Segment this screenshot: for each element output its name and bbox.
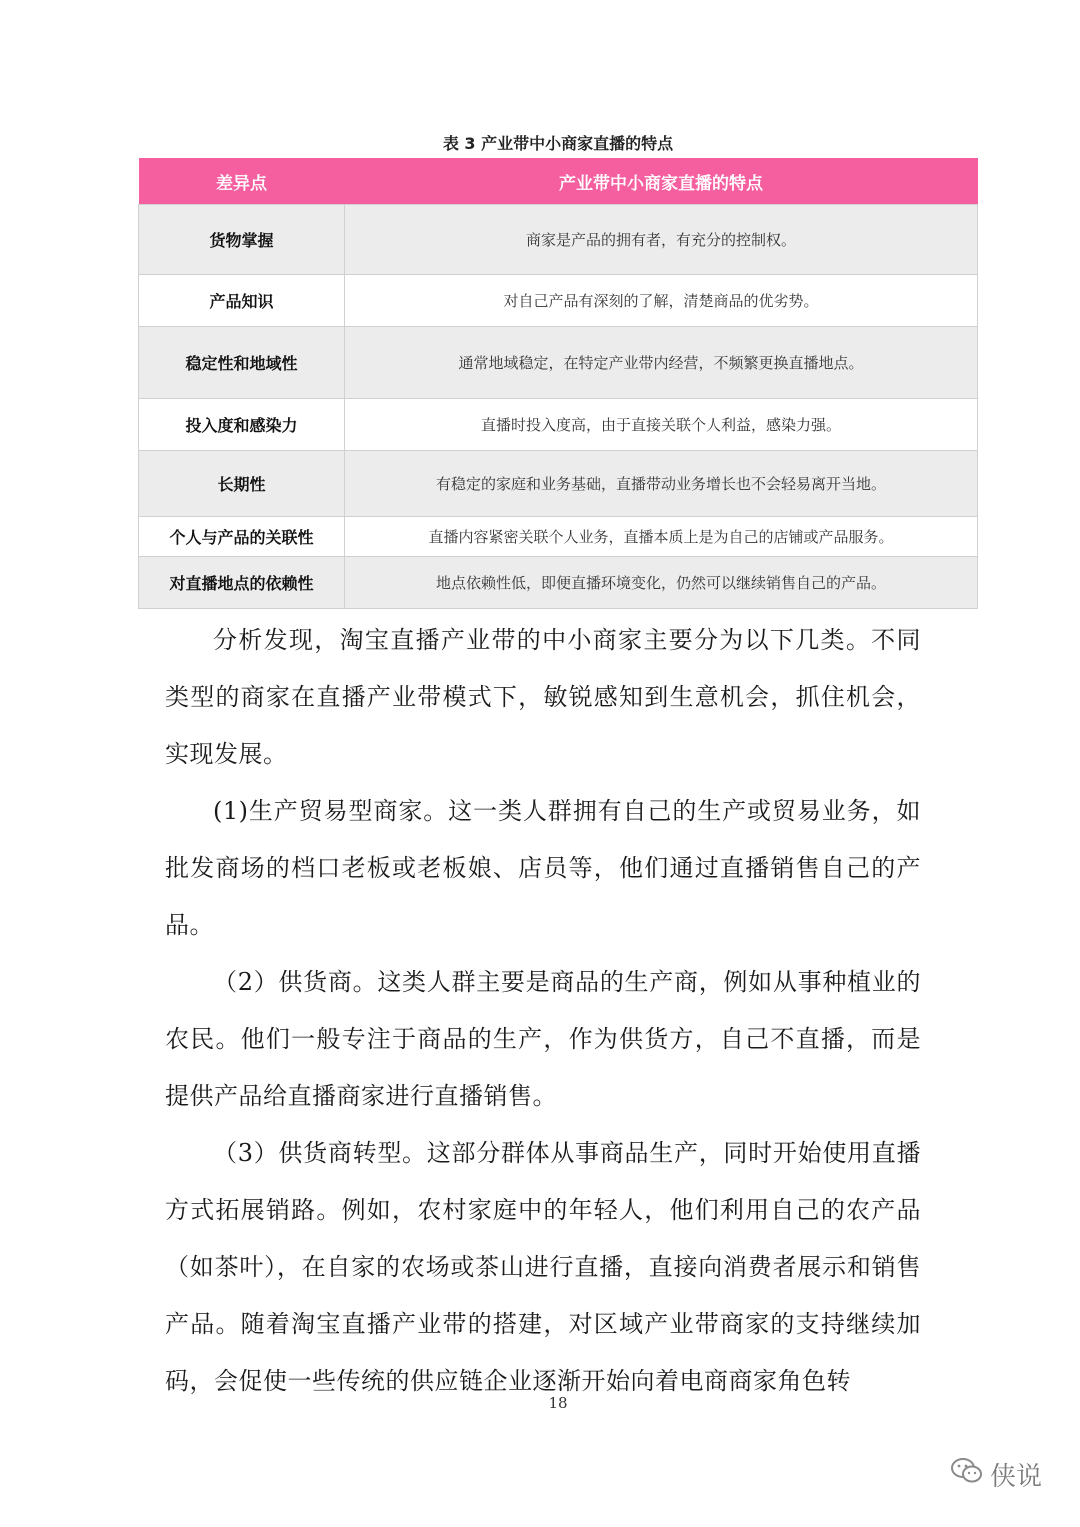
row-value: 有稳定的家庭和业务基础，直播带动业务增长也不会轻易离开当地。 <box>345 451 978 517</box>
table-caption: 表 3 产业带中小商家直播的特点 <box>442 134 674 153</box>
page-number: 18 <box>548 1394 568 1412</box>
table-row <box>139 399 978 451</box>
paragraph: 分析发现，淘宝直播产业带的中小商家主要分为以下几类。不同类型的商家在直播产业带模式下，敏锐感知到生意机会，抓住机会，实现发展。 <box>165 626 921 768</box>
paragraph: (1)生产贸易型商家。这一类人群拥有自己的生产或贸易业务，如批发商场的档口老板或老板娘、店员等，他们通过直播销售自己的产品。 <box>165 797 921 939</box>
row-key: 稳定性和地域性 <box>139 327 345 399</box>
table-row <box>139 557 978 609</box>
row-value: 商家是产品的拥有者，有充分的控制权。 <box>345 205 978 275</box>
paragraph: （2）供货商。这类人群主要是商品的生产商，例如从事种植业的农民。他们一般专注于商品的生产，作为供货方，自己不直播，而是提供产品给直播商家进行直播销售。 <box>165 968 921 1110</box>
row-key: 个人与产品的关联性 <box>139 517 345 557</box>
header-features: 产业带中小商家直播的特点 <box>345 158 978 205</box>
row-value: 直播时投入度高，由于直接关联个人利益，感染力强。 <box>345 399 978 451</box>
watermark <box>950 1456 1042 1493</box>
table-row <box>139 327 978 399</box>
watermark-text: 侠说 <box>990 1462 1043 1492</box>
row-key: 产品知识 <box>139 275 345 327</box>
table-row <box>139 275 978 327</box>
table-row <box>139 451 978 517</box>
header-difference: 差异点 <box>139 158 345 205</box>
table-row <box>139 205 978 275</box>
body-text <box>165 612 921 1410</box>
row-key: 货物掌握 <box>139 205 345 275</box>
row-value: 直播内容紧密关联个人业务，直播本质上是为自己的店铺或产品服务。 <box>345 517 978 557</box>
row-key: 长期性 <box>139 451 345 517</box>
table-header-row <box>139 158 978 205</box>
row-key: 对直播地点的依赖性 <box>139 557 345 609</box>
row-value: 对自己产品有深刻的了解，清楚商品的优劣势。 <box>345 275 978 327</box>
features-table <box>138 158 978 609</box>
row-value: 通常地域稳定，在特定产业带内经营，不频繁更换直播地点。 <box>345 327 978 399</box>
paragraph: （3）供货商转型。这部分群体从事商品生产，同时开始使用直播方式拓展销路。例如，农村家庭中的年轻人，他们利用自己的农产品（如茶叶），在自家的农场或茶山进行直播，直接向消费者展示和销售产品。随着淘宝直播产业带的搭建，对区域产业带商家的支持继续加码，会促使一些传统的供应链企业逐渐开始向着电商商家角色转 <box>165 1139 921 1395</box>
wechat-icon <box>950 1456 984 1493</box>
table-row <box>139 517 978 557</box>
row-key: 投入度和感染力 <box>139 399 345 451</box>
row-value: 地点依赖性低，即便直播环境变化，仍然可以继续销售自己的产品。 <box>345 557 978 609</box>
